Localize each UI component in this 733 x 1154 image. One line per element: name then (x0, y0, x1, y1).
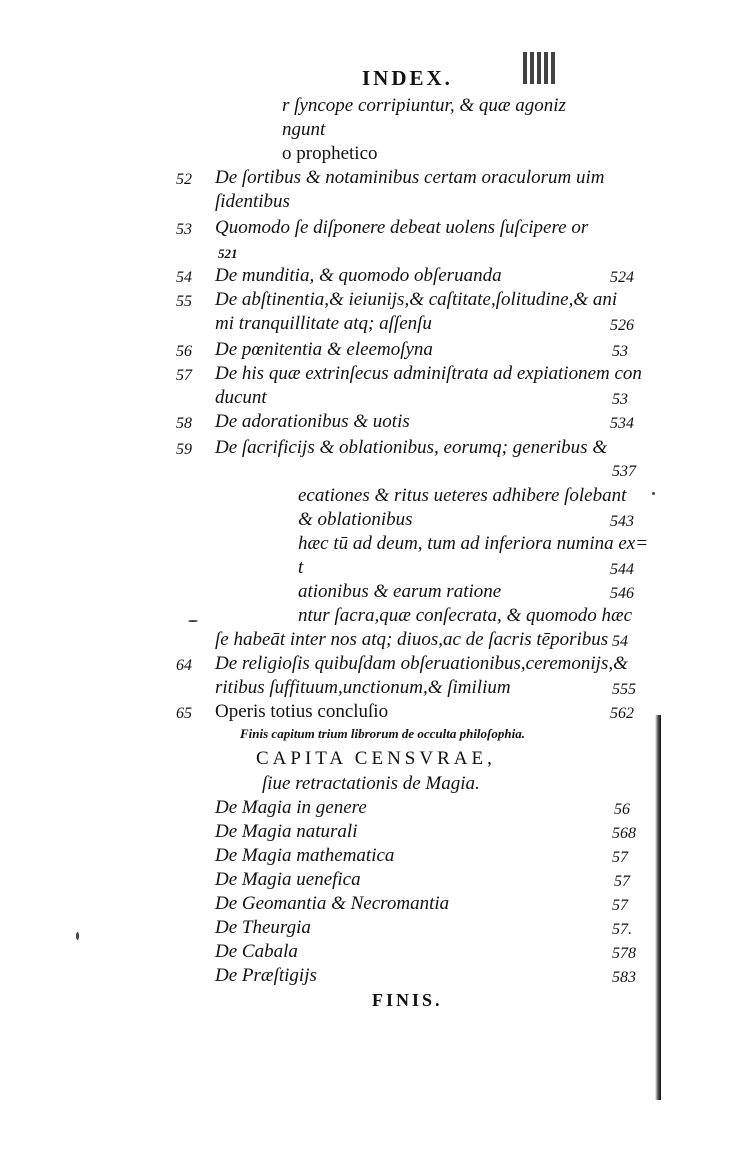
page-ref: 524 (610, 269, 634, 286)
entry-number: 52 (176, 171, 192, 188)
page-ref: 56 (614, 801, 630, 818)
page-ref: 54 (612, 633, 628, 650)
index-line: ritibus ſuffituum,unctionum,& ſimilium (215, 677, 511, 698)
ink-speck (76, 932, 79, 940)
censurae-item: De Magia naturali (215, 821, 358, 842)
page-ref: 534 (610, 415, 634, 432)
censurae-item: De Geomantia & Necromantia (215, 893, 450, 914)
index-line: De ſortibus & notaminibus certam oraculorum uim (215, 167, 605, 188)
page-header: INDEX. (362, 66, 453, 90)
entry-number: 57 (176, 367, 192, 384)
page-ref: 568 (612, 825, 636, 842)
page-edge (655, 715, 661, 1100)
page-ref: 57. (612, 921, 632, 938)
page-ref: 543 (610, 513, 634, 530)
censurae-item: De Magia mathematica (215, 845, 395, 866)
index-line: ſe habeāt inter nos atq; diuos,ac de ſacris tēporibus (215, 629, 609, 650)
censurae-item: De Theurgia (215, 917, 311, 938)
page-ref: 57 (612, 849, 628, 866)
index-line: ſidentibus (215, 191, 290, 212)
page-ref: 562 (610, 705, 634, 722)
index-line: De ſacrificijs & oblationibus, eorumq; generibus & (215, 437, 608, 458)
page-ref: 537 (612, 463, 636, 480)
index-line: Quomodo ſe diſponere debeat uolens ſuſcipere or (215, 217, 589, 238)
ink-speck (652, 492, 655, 495)
page-ref: 526 (610, 317, 634, 334)
index-line: De pœnitentia & eleemoſyna (215, 339, 433, 360)
censurae-item: De Magia in genere (215, 797, 367, 818)
page-ref: 578 (612, 945, 636, 962)
index-line: hæc tū ad deum, tum ad inferiora numina ex= (298, 533, 649, 554)
index-line: De adorationibus & uotis (215, 411, 410, 432)
page-ref: 53 (612, 343, 628, 360)
page-ref: 555 (612, 681, 636, 698)
index-line: ngunt (282, 119, 326, 140)
page-ref: 544 (610, 561, 634, 578)
index-line: ntur ſacra,quæ conſecrata, & quomodo hæc (298, 605, 633, 626)
page-ref: 53 (612, 391, 628, 408)
index-line: ecationes & ritus ueteres adhibere ſolebant (298, 485, 627, 506)
entry-number: 56 (176, 343, 192, 360)
index-line: 521 (218, 246, 238, 261)
censurae-item: De Magia uenefica (215, 869, 361, 890)
index-line: mi tranquillitate atq; aſſenſu (215, 313, 432, 334)
index-line: ducunt (215, 387, 267, 408)
finis-footer: FINIS. (372, 990, 443, 1010)
index-line: ationibus & earum ratione (298, 581, 502, 602)
index-line: & oblationibus (298, 509, 413, 530)
entry-number: 53 (176, 221, 192, 238)
entry-number: 65 (176, 705, 192, 722)
index-line: Operis totius concluſio (215, 701, 389, 722)
index-line: r ſyncope corripiuntur, & quæ agoniz (282, 95, 566, 116)
qr-code-icon (523, 52, 555, 84)
ink-speck (188, 620, 198, 622)
page-ref: 57 (612, 897, 628, 914)
censurae-title: CAPITA CENSVRAE, (256, 748, 496, 769)
finis-note: Finis capitum trium librorum de occulta philoſophia. (240, 726, 525, 741)
censurae-item: De Præſtigijs (215, 965, 317, 986)
entry-number: 64 (176, 657, 192, 674)
index-line: De religioſis quibuſdam obſeruationibus,ceremonijs,& (215, 653, 628, 674)
censurae-item: De Cabala (215, 941, 298, 962)
index-line: De munditia, & quomodo obſeruanda (215, 265, 502, 286)
entry-number: 58 (176, 415, 192, 432)
entry-number: 54 (176, 269, 192, 286)
index-line: t (298, 557, 304, 578)
index-line: o prophetico (282, 143, 378, 164)
page-ref: 546 (610, 585, 634, 602)
index-line: De abſtinentia,& ieiunijs,& caſtitate,ſolitudine,& ani (215, 289, 618, 310)
page-ref: 583 (612, 969, 636, 986)
page-ref: 57 (614, 873, 630, 890)
index-line: De his quæ extrinſecus adminiſtrata ad expiationem con (215, 363, 642, 384)
entry-number: 55 (176, 293, 192, 310)
entry-number: 59 (176, 441, 192, 458)
censurae-subtitle: ſiue retractationis de Magia. (262, 773, 480, 794)
